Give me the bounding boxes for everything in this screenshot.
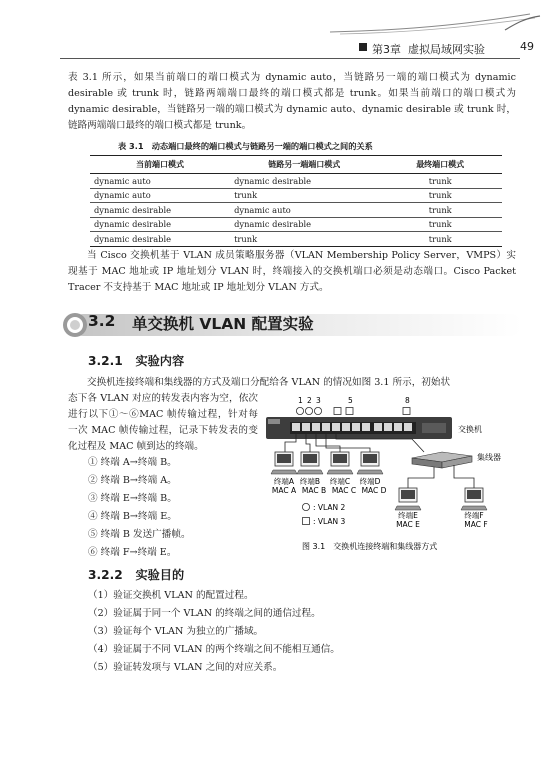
table-cell: dynamic auto <box>90 174 230 189</box>
table-cell: trunk <box>230 232 378 247</box>
hub-icon <box>412 452 472 468</box>
subsection-heading-1 <box>88 352 184 369</box>
table-header-cell: 当前端口模式 <box>90 156 230 174</box>
port-number-label: 3 <box>316 396 321 405</box>
goal-item: （5）验证转发项与 VLAN 之间的对应关系。 <box>88 662 283 673</box>
section-number: 3.2 <box>88 312 116 330</box>
header-square <box>359 43 367 51</box>
subsection-number: 3.2.2 <box>88 568 123 582</box>
table-header-cell: 链路另一端端口模式 <box>230 156 378 174</box>
table-row <box>90 174 502 189</box>
table-header-row <box>90 156 502 174</box>
legend-vlan2-marker <box>302 503 309 510</box>
terminal-mac: MAC C <box>331 486 357 495</box>
table-header-cell: 最终端口模式 <box>378 156 502 174</box>
vlan2-marker <box>314 407 321 414</box>
table-cell: trunk <box>378 232 502 247</box>
legend-text: : VLAN 2 <box>313 503 346 512</box>
sub1-paragraph: 态下各 VLAN 对应的转发表内容为空，依次进行以下①～⑥MAC 帧传输过程，针对每一次 MAC 帧传输过程，记录下转发表的变化过程及 MAC 帧到达的终端。 <box>68 393 258 452</box>
terminal-name: 终端F <box>464 511 484 520</box>
table-row <box>90 188 502 203</box>
terminal-mac: MAC D <box>361 486 387 495</box>
vlan3-marker <box>403 408 410 415</box>
pc-icon <box>327 452 353 474</box>
legend-vlan3-marker <box>303 518 310 525</box>
hub-cables <box>408 465 474 488</box>
table-cell: trunk <box>378 188 502 203</box>
sub1-paragraph-top: 交换机连接终端和集线器的方式及端口分配给各 VLAN 的情况如图 3.1 所示，初始状 <box>87 377 451 388</box>
table-cell: trunk <box>378 174 502 189</box>
terminal-name: 终端B <box>299 477 321 486</box>
terminal-name: 终端E <box>398 511 418 520</box>
table-cell: dynamic auto <box>230 203 378 218</box>
step-item: ② 终端 B→终端 A。 <box>88 475 177 486</box>
vlan3-marker <box>346 408 353 415</box>
running-header: 第3章 虚拟局域网实验 <box>372 43 485 56</box>
port-number-label: 8 <box>405 396 410 405</box>
step-item: ④ 终端 B→终端 E。 <box>88 511 177 522</box>
table-row <box>90 217 502 232</box>
vlan2-marker <box>305 407 312 414</box>
switch-icon <box>266 417 452 439</box>
table-cell: trunk <box>378 217 502 232</box>
subsection-heading-2 <box>88 566 184 583</box>
header-rule <box>60 58 520 59</box>
step-item: ③ 终端 E→终端 B。 <box>88 493 177 504</box>
figure-caption: 图 3.1 交换机连接终端和集线器方式 <box>302 542 438 551</box>
table-cell: dynamic desirable <box>90 217 230 232</box>
table-row <box>90 232 502 247</box>
pc-icon <box>461 488 487 510</box>
vmps-paragraph: 当 Cisco 交换机基于 VLAN 成员策略服务器（VLAN Membership Policy Server，VMPS）实现基于 MAC 地址或 IP 地址划分 VLAN 时，终端接入的交换机端口必须是动态端口。Cisco Packet Tracer 不支持基于 MAC 地址或 IP 地址划分 VLAN 方式。 <box>68 250 516 293</box>
table-cell: trunk <box>230 188 378 203</box>
table-cell: trunk <box>378 203 502 218</box>
step-item: ⑤ 终端 B 发送广播帧。 <box>88 529 191 540</box>
legend-text: : VLAN 3 <box>313 517 346 526</box>
port-number-label: 2 <box>307 396 312 405</box>
table-cell: dynamic desirable <box>230 217 378 232</box>
table-cell: dynamic auto <box>90 188 230 203</box>
hub-label: 集线器 <box>477 453 501 462</box>
terminal-mac: MAC B <box>301 486 327 495</box>
terminal-mac: MAC E <box>396 520 420 529</box>
terminal-mac: MAC F <box>464 520 488 529</box>
terminal-name: 终端C <box>329 477 351 486</box>
port-mode-table <box>90 155 502 247</box>
table-cell: dynamic desirable <box>90 232 230 247</box>
pc-icon <box>271 452 297 474</box>
vlan2-marker <box>296 407 303 414</box>
page-number: 49 <box>520 40 534 53</box>
pc-icon <box>297 452 323 474</box>
section-title: 单交换机 VLAN 配置实验 <box>132 315 314 333</box>
step-item: ① 终端 A→终端 B。 <box>88 457 177 468</box>
terminal-mac: MAC A <box>271 486 297 495</box>
table-caption: 表 3.1 动态端口最终的端口模式与链路另一端的端口模式之间的关系 <box>118 141 373 151</box>
table-cell: dynamic desirable <box>230 174 378 189</box>
pc-icon <box>395 488 421 510</box>
pc-icon <box>357 452 383 474</box>
network-figure <box>262 390 518 560</box>
goal-item: （4）验证属于不同 VLAN 的两个终端之间不能相互通信。 <box>88 644 340 655</box>
port-number-label: 5 <box>348 396 353 405</box>
goal-item: （1）验证交换机 VLAN 的配置过程。 <box>88 590 254 601</box>
subsection-title: 实验目的 <box>135 568 185 582</box>
subsection-number: 3.2.1 <box>88 354 123 368</box>
table-row <box>90 203 502 218</box>
step-item: ⑥ 终端 F→终端 E。 <box>88 547 177 558</box>
subsection-title: 实验内容 <box>135 354 185 368</box>
intro-paragraph: 表 3.1 所示，如果当前端口的端口模式为 dynamic auto，当链路另一端的端口模式为 dynamic desirable 或 trunk 时，链路两端端口最终的端口模式都是 trunk。如果当前端口的端口模式为 dynamic desirable，当链路另一端的端口模式为 dynamic auto、dynamic desirable 或 trunk 时，链路两端端口最终的端口模式都是 trunk。 <box>68 72 516 131</box>
vlan3-marker <box>334 408 341 415</box>
terminal-name: 终端A <box>273 477 295 486</box>
goal-item: （3）验证每个 VLAN 为独立的广播域。 <box>88 626 264 637</box>
terminal-name: 终端D <box>359 477 381 486</box>
table-cell: dynamic desirable <box>90 203 230 218</box>
header-decoration <box>0 0 554 40</box>
port-number-label: 1 <box>298 396 303 405</box>
goal-item: （2）验证属于同一个 VLAN 的终端之间的通信过程。 <box>88 608 321 619</box>
switch-label: 交换机 <box>458 425 482 434</box>
